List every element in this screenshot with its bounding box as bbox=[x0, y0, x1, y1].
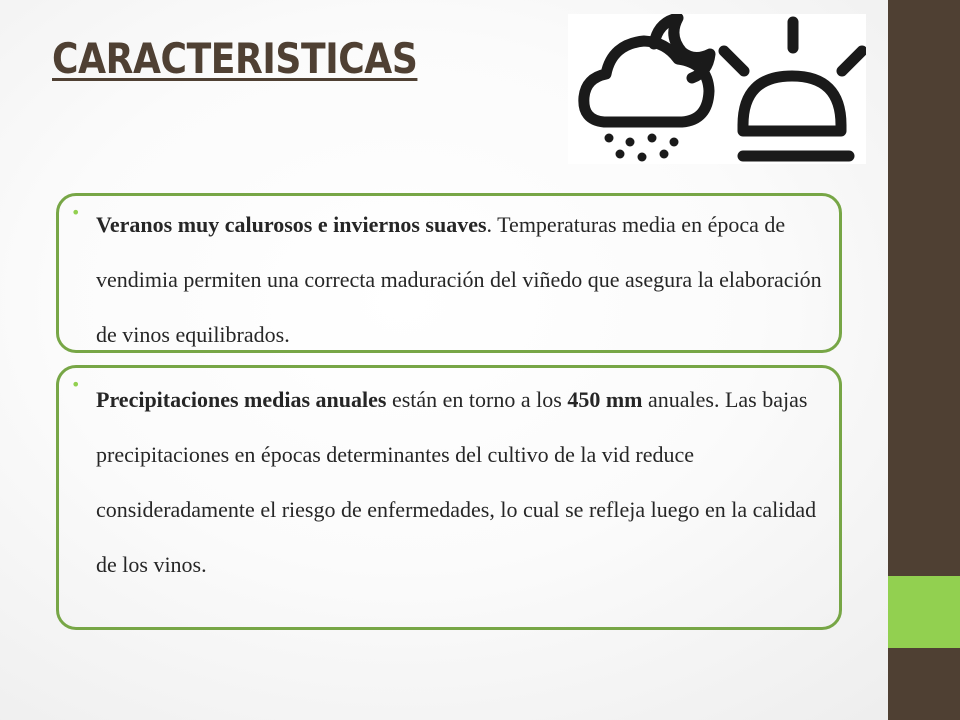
bullet-box-climate bbox=[56, 193, 842, 353]
bullet-body: . Temperaturas media en época de vendimia permiten una correcta maduración del viñedo que asegura la elaboración de vinos equilibrados. bbox=[96, 212, 822, 347]
bullet-text bbox=[96, 197, 835, 362]
weather-icon bbox=[568, 14, 866, 164]
bullet-bold-value: 450 mm bbox=[567, 387, 643, 412]
bullet-body: están en torno a los bbox=[386, 387, 568, 412]
bullet-bold-phrase: Veranos muy calurosos e inviernos suaves bbox=[96, 212, 487, 237]
bullet-bold-phrase: Precipitaciones medias anuales bbox=[96, 387, 387, 412]
bullet-item bbox=[71, 196, 835, 362]
bullet-dot-icon: • bbox=[71, 203, 81, 222]
sidebar-accent-block bbox=[888, 576, 960, 648]
bullet-dot-icon: • bbox=[71, 375, 81, 394]
slide-title: CARACTERISTICAS bbox=[52, 34, 418, 83]
bullet-body-continued: anuales. Las bajas precipitaciones en épocas determinantes del cultivo de la vid reduce consideradamente el riesgo de enfermedades, lo cual se refleja luego en la calidad de los vinos. bbox=[96, 387, 817, 577]
bullet-box-precipitation bbox=[56, 365, 842, 630]
bullet-text bbox=[96, 372, 835, 592]
bullet-item bbox=[71, 368, 835, 592]
